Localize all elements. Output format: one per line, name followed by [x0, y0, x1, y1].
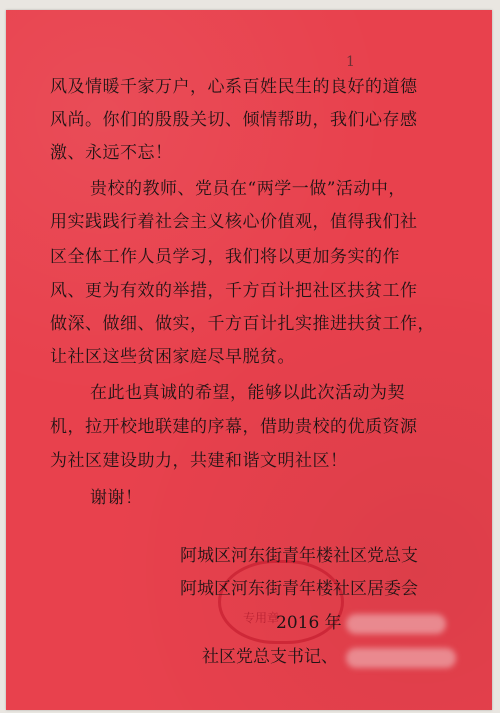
letter-page [6, 10, 492, 710]
paragraph-line: 为社区建设助力，共建和谐文明社区！ [50, 451, 348, 471]
paragraph-line: 做深、做细、做实，千方百计扎实推进扶贫工作， [50, 314, 435, 334]
redacted-date [346, 614, 446, 634]
signature-org-committee: 阿城区河东街青年楼社区居委会 [180, 579, 418, 599]
paragraph-line: 谢谢！ [90, 488, 143, 508]
paragraph-line: 让社区这些贫困家庭尽早脱贫。 [50, 347, 295, 367]
paragraph-line: 风、更为有效的举措，千方百计把社区扶贫工作 [50, 281, 418, 301]
corner-mark: 1 [346, 54, 355, 70]
paragraph-line: 贵校的教师、党员在“两学一做”活动中， [90, 179, 406, 199]
signature-date: 2016 年 [276, 613, 342, 633]
signature-org-party: 阿城区河东街青年楼社区党总支 [180, 546, 418, 566]
paragraph-line: 用实践践行着社会主义核心价值观，值得我们社 [50, 212, 418, 232]
paragraph-line: 机，拉开校地联建的序幕，借助贵校的优质资源 [50, 417, 418, 437]
paragraph-line: 在此也真诚的希望，能够以此次活动为契 [90, 383, 405, 403]
redacted-name [346, 648, 456, 668]
seal-text: 专用章 [243, 611, 280, 625]
paragraph-line: 风尚。你们的殷殷关切、倾情帮助，我们心存感 [50, 110, 418, 130]
paragraph-line: 激、永远不忘！ [50, 143, 173, 163]
paragraph-line: 风及情暖千家万户，心系百姓民生的良好的道德 [50, 77, 418, 97]
signature-title: 社区党总支书记、 [202, 647, 338, 667]
paragraph-line: 区全体工作人员学习，我们将以更加务实的作 [50, 247, 400, 267]
